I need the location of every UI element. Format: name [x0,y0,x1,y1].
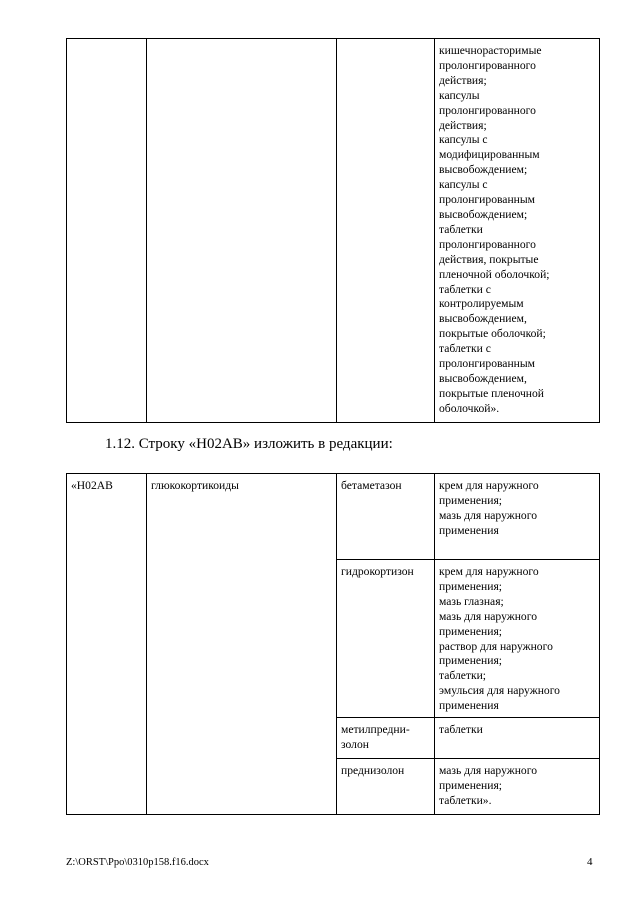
dosage-form-line: пролонгированного [439,58,536,72]
drug-name-cell [337,39,435,423]
dosage-form-line: пролонгированного [439,237,536,251]
drug-table-continued [66,38,600,423]
drug-name-line: метилпредни- [341,723,410,737]
dosage-form-line: капсулы [439,88,480,102]
dosage-forms-cell [435,474,600,560]
dosage-form-line: мазь для наружного [439,609,537,623]
dosage-form-line: применения; [439,579,503,593]
atc-code-cell [67,39,147,423]
table-row [67,474,600,560]
dosage-form-line: действия, покрытые [439,252,539,266]
drug-table-h02ab [66,473,600,815]
drug-name-cell [337,560,435,718]
dosage-form-line: пролонгированным [439,193,535,207]
dosage-form-line: высвобождением; [439,163,528,177]
dosage-form-line: таблетки». [439,793,492,807]
dosage-form-line: таблетки с [439,282,491,296]
dosage-form-line: высвобождением, [439,371,527,385]
drug-name-cell [337,759,435,815]
dosage-form-line: таблетки с [439,342,491,356]
dosage-form-line: таблетки; [439,669,487,683]
dosage-form-line: покрытые оболочкой; [439,327,546,341]
dosage-forms-cell [435,39,600,423]
dosage-form-line: пролонгированным [439,357,535,371]
dosage-form-line: применения; [439,624,503,638]
drug-name-line: преднизолон [341,764,405,778]
dosage-form-line: модифицированным [439,148,540,162]
dosage-form-line: эмульсия для наружного [439,684,560,698]
dosage-form-line: применения; [439,654,503,668]
dosage-form-line: мазь глазная; [439,594,504,608]
dosage-form-line: применения; [439,493,503,507]
atc-code-cell: «H02AB [67,474,147,815]
dosage-form-line: действия; [439,118,487,132]
dosage-form-line: кишечнорасторимые [439,44,542,57]
dosage-form-line: применения; [439,778,503,792]
dosage-form-line: раствор для наружного [439,639,553,653]
dosage-form-line: крем для наружного [439,565,539,578]
dosage-form-line: контролируемым [439,297,524,311]
drug-name-line: бетаметазон [341,479,402,492]
drug-name-line: гидрокортизон [341,565,414,578]
amendment-instruction: 1.12. Строку «H02AB» изложить в редакции: [105,436,393,452]
drug-name-cell [337,718,435,759]
dosage-forms-cell [435,759,600,815]
group-name-cell: глюкокортикоиды [147,474,337,815]
dosage-form-line: мазь для наружного [439,764,537,778]
dosage-form-line: оболочкой». [439,401,500,415]
drug-name-line: золон [341,737,369,751]
dosage-form-line: применения [439,699,499,713]
dosage-form-line: высвобождением, [439,312,527,326]
drug-name-cell [337,474,435,560]
dosage-form-line: таблетки [439,723,483,737]
dosage-forms-cell [435,718,600,759]
dosage-form-line: покрытые пленочной [439,386,544,400]
dosage-form-line: действия; [439,73,487,87]
dosage-form-line: таблетки [439,222,483,236]
dosage-forms-cell [435,560,600,718]
page-number: 4 [587,856,593,868]
dosage-form-line: мазь для наружного [439,508,537,522]
footer-file-path: Z:\ORST\Ppo\0310p158.f16.docx [66,857,209,868]
table-row [67,39,600,423]
dosage-form-line: высвобождением; [439,207,528,221]
group-name-cell [147,39,337,423]
dosage-form-line: капсулы с [439,133,488,147]
dosage-form-line: пленочной оболочкой; [439,267,550,281]
dosage-form-line: применения [439,523,499,537]
dosage-form-line: капсулы с [439,178,488,192]
dosage-form-line: крем для наружного [439,479,539,492]
dosage-form-line: пролонгированного [439,103,536,117]
